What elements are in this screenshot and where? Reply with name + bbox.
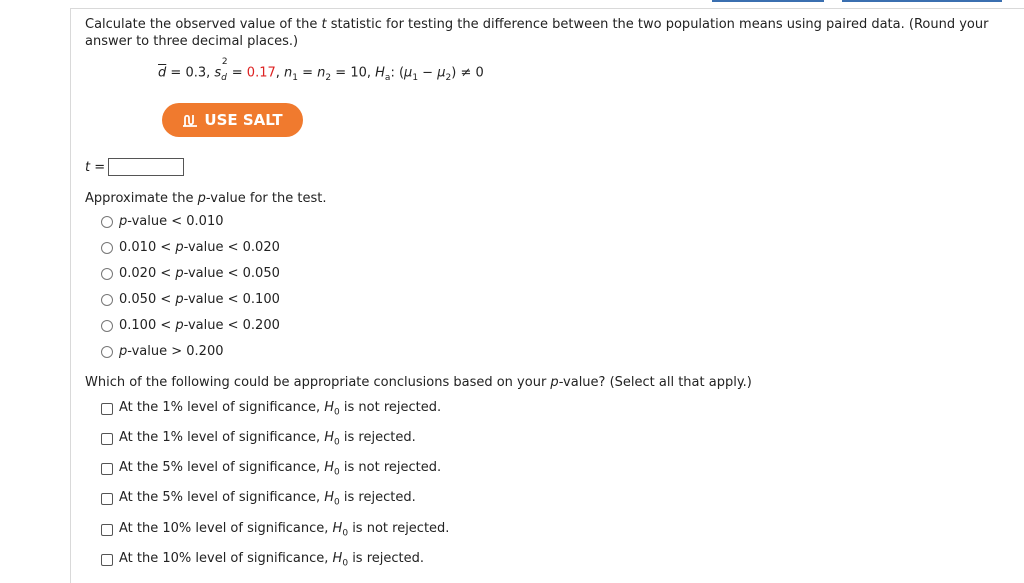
checkbox[interactable]	[101, 524, 113, 536]
conclusion-option-3[interactable]: At the 5% level of significance, $H_0$ is not rejected.	[101, 460, 441, 478]
pvalue-question: Approximate the p-value for the test.	[85, 191, 327, 206]
conclusion-question: Which of the following could be appropriate conclusions based on your p-value? (Select all that apply.)	[85, 375, 752, 390]
dbar-value: 0.3	[185, 65, 207, 81]
checkbox[interactable]	[101, 433, 113, 445]
t-label: t =	[85, 160, 106, 175]
ha-rhs: 0	[475, 65, 484, 81]
pvalue-option-4[interactable]: 0.050 < p-value < 0.100	[101, 292, 280, 307]
n-value: 10	[350, 65, 367, 81]
checkbox[interactable]	[101, 403, 113, 415]
question-text: Calculate the observed value of the t statistic for testing the difference between the two population means using paired data. (Round your answer to three decimal places.)	[85, 17, 989, 49]
pvalue-option-1[interactable]: p-value < 0.010	[101, 214, 224, 229]
use-salt-button[interactable]	[162, 103, 303, 137]
sd2-value: 0.17	[246, 65, 276, 81]
top-tab-bar-1	[712, 0, 824, 2]
use-salt-label: USE SALT	[204, 111, 283, 129]
conclusion-option-1[interactable]: At the 1% level of significance, $H_0$ is not rejected.	[101, 400, 441, 418]
radio-button[interactable]	[101, 320, 113, 332]
pvalue-option-5[interactable]: 0.100 < p-value < 0.200	[101, 318, 280, 333]
conclusion-option-2[interactable]: At the 1% level of significance, $H_0$ is rejected.	[101, 430, 416, 448]
conclusion-option-4[interactable]: At the 5% level of significance, $H_0$ is rejected.	[101, 490, 416, 508]
radio-button[interactable]	[101, 242, 113, 254]
conclusion-option-6[interactable]: At the 10% level of significance, $H_0$ is rejected.	[101, 551, 424, 569]
radio-button[interactable]	[101, 268, 113, 280]
radio-button[interactable]	[101, 216, 113, 228]
radio-button[interactable]	[101, 294, 113, 306]
t-input[interactable]	[108, 158, 184, 176]
radio-button[interactable]	[101, 346, 113, 358]
checkbox[interactable]	[101, 554, 113, 566]
checkbox[interactable]	[101, 493, 113, 505]
pvalue-option-3[interactable]: 0.020 < p-value < 0.050	[101, 266, 280, 281]
given-values: $\overline{d} = 0.3$, $s_d^2 = 0.17$, $n_1 = n_2 = 10$, $H_a$: $(\mu_1 - \mu_2) \ne 0$	[158, 57, 484, 83]
checkbox[interactable]	[101, 463, 113, 475]
salt-icon	[182, 112, 198, 128]
pvalue-option-2[interactable]: 0.010 < p-value < 0.020	[101, 240, 280, 255]
top-tab-bar-2	[842, 0, 1002, 2]
conclusion-option-5[interactable]: At the 10% level of significance, $H_0$ is not rejected.	[101, 521, 449, 539]
pvalue-option-6[interactable]: p-value > 0.200	[101, 344, 224, 359]
